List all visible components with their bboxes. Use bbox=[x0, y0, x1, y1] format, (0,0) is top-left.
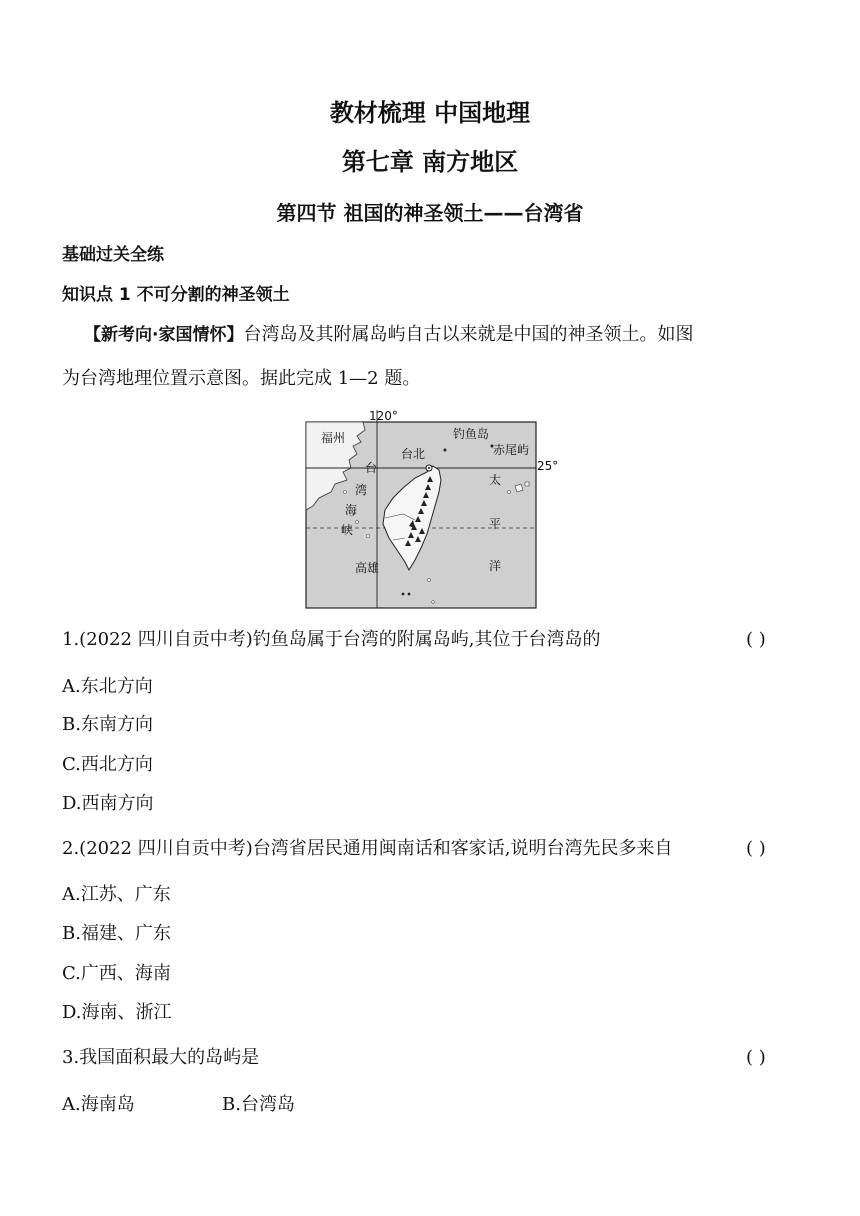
question-2-option-b[interactable]: B.福建、广东 bbox=[62, 923, 171, 944]
question-3-option-a[interactable]: A.海南岛 bbox=[62, 1094, 135, 1115]
taiwan-location-map bbox=[305, 409, 559, 610]
question-3-answer-blank[interactable]: ( ) bbox=[746, 1047, 766, 1068]
label-ocean-1: 太 bbox=[489, 473, 502, 487]
intro-line-1 bbox=[84, 326, 693, 344]
intro-text-1: 台湾岛及其附属岛屿自古以来就是中国的神圣领土。如图 bbox=[243, 324, 694, 345]
question-1-stem: 1.(2022 四川自贡中考)钓鱼岛属于台湾的附属岛屿,其位于台湾岛的 bbox=[62, 629, 601, 650]
question-2-option-c[interactable]: C.广西、海南 bbox=[62, 963, 171, 984]
question-3-option-b[interactable]: B.台湾岛 bbox=[222, 1094, 295, 1115]
diaoyudao-marker bbox=[444, 449, 447, 452]
label-strait-1: 台 bbox=[365, 461, 378, 475]
section-title: 第四节 祖国的神圣领土——台湾省 bbox=[276, 201, 584, 225]
intro-tag: 【新考向·家国情怀】 bbox=[84, 325, 244, 345]
question-1-answer-blank[interactable]: ( ) bbox=[746, 629, 766, 650]
question-1-option-d[interactable]: D.西南方向 bbox=[62, 793, 154, 814]
label-diaoyudao: 钓鱼岛 bbox=[453, 427, 490, 441]
intro-line-2: 为台湾地理位置示意图。据此完成 1—2 题。 bbox=[62, 368, 421, 389]
label-strait-3: 海 bbox=[345, 503, 358, 517]
question-2-option-a[interactable]: A.江苏、广东 bbox=[62, 884, 171, 905]
knowledge-point-heading: 知识点 1 不可分割的神圣领土 bbox=[62, 285, 290, 305]
label-taibei: 台北 bbox=[401, 447, 426, 461]
longitude-label: 120° bbox=[369, 409, 398, 423]
question-2-option-d[interactable]: D.海南、浙江 bbox=[62, 1002, 172, 1023]
label-gaoxiong: 高雄 bbox=[355, 561, 380, 575]
question-1-option-b[interactable]: B.东南方向 bbox=[62, 714, 153, 735]
latitude-label: 25° bbox=[537, 459, 559, 473]
label-strait-4: 峡 bbox=[341, 523, 354, 537]
practice-heading: 基础过关全练 bbox=[62, 245, 164, 265]
chapter-title: 第七章 南方地区 bbox=[341, 148, 519, 176]
question-1-option-a[interactable]: A.东北方向 bbox=[62, 676, 153, 697]
question-2-stem: 2.(2022 四川自贡中考)台湾省居民通用闽南话和客家话,说明台湾先民多来自 bbox=[62, 838, 673, 859]
question-2-answer-blank[interactable]: ( ) bbox=[746, 838, 766, 859]
label-ocean-3: 洋 bbox=[489, 559, 502, 573]
label-strait-2: 湾 bbox=[355, 483, 368, 497]
label-chiweiyu: 赤尾屿 bbox=[493, 443, 530, 457]
page-title: 教材梳理 中国地理 bbox=[329, 99, 531, 127]
label-ocean-2: 平 bbox=[489, 517, 502, 531]
question-1-option-c[interactable]: C.西北方向 bbox=[62, 754, 153, 775]
question-3-stem: 3.我国面积最大的岛屿是 bbox=[62, 1047, 260, 1068]
label-fuzhou: 福州 bbox=[321, 431, 346, 445]
